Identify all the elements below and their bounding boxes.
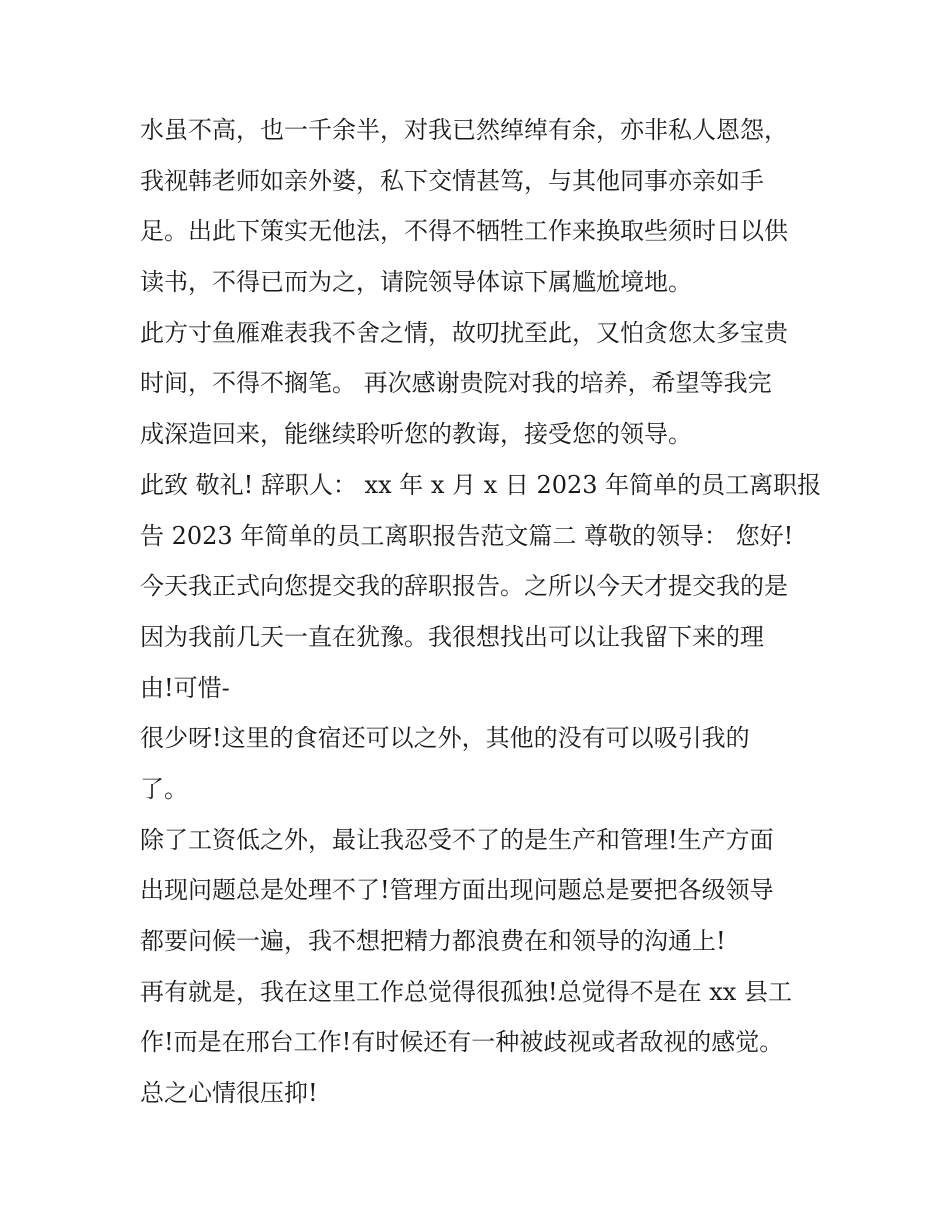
text-line: 读书，不得已而为之，请院领导体谅下属尴尬境地。	[140, 268, 692, 297]
text-line: 很少呀!这里的食宿还可以之外，其他的没有可以吸引我的	[140, 724, 750, 753]
text-line: 了。	[140, 774, 188, 803]
text-line: 我视韩老师如亲外婆，私下交情甚笃，与其他同事亦亲如手	[140, 166, 764, 195]
text-line: 再有就是，我在这里工作总觉得很孤独!总觉得不是在 xx 县工	[140, 977, 792, 1006]
text-line: 成深造回来，能继续聆听您的教诲，接受您的领导。	[140, 420, 692, 449]
body-text	[140, 105, 830, 1119]
text-line: 总之心情很压抑!	[140, 1079, 318, 1108]
text-line: 都要问候一遍，我不想把精力都浪费在和领导的沟通上!	[140, 927, 726, 955]
text-line: 作!而是在邢台工作!有时候还有一种被歧视或者敌视的感觉。	[140, 1028, 784, 1057]
text-line: 告 2023 年简单的员工离职报告范文篇二 尊敬的领导： 您好!	[140, 521, 794, 550]
text-line: 水虽不高，也一千余半，对我已然绰绰有余，亦非私人恩怨，	[140, 116, 788, 144]
text-line: 此致 敬礼! 辞职人： xx 年 x 月 x 日 2023 年简单的员工离职报	[140, 470, 822, 499]
text-line: 此方寸鱼雁难表我不舍之情，故叨扰至此，又怕贪您太多宝贵	[140, 318, 788, 347]
text-line: 出现问题总是处理不了!管理方面出现问题总是要把各级领导	[140, 876, 774, 905]
text-line: 足。出此下策实无他法，不得不牺牲工作来换取些须时日以供	[140, 217, 788, 246]
text-line: 今天我正式向您提交我的辞职报告。之所以今天才提交我的是	[140, 572, 788, 601]
text-line: 因为我前几天一直在犹豫。我很想找出可以让我留下来的理	[140, 622, 764, 651]
text-line: 除了工资低之外，最让我忍受不了的是生产和管理!生产方面	[140, 825, 774, 854]
text-line: 时间，不得不搁笔。 再次感谢贵院对我的培养，希望等我完	[140, 369, 772, 398]
text-line: 由!可惜-	[140, 673, 230, 702]
